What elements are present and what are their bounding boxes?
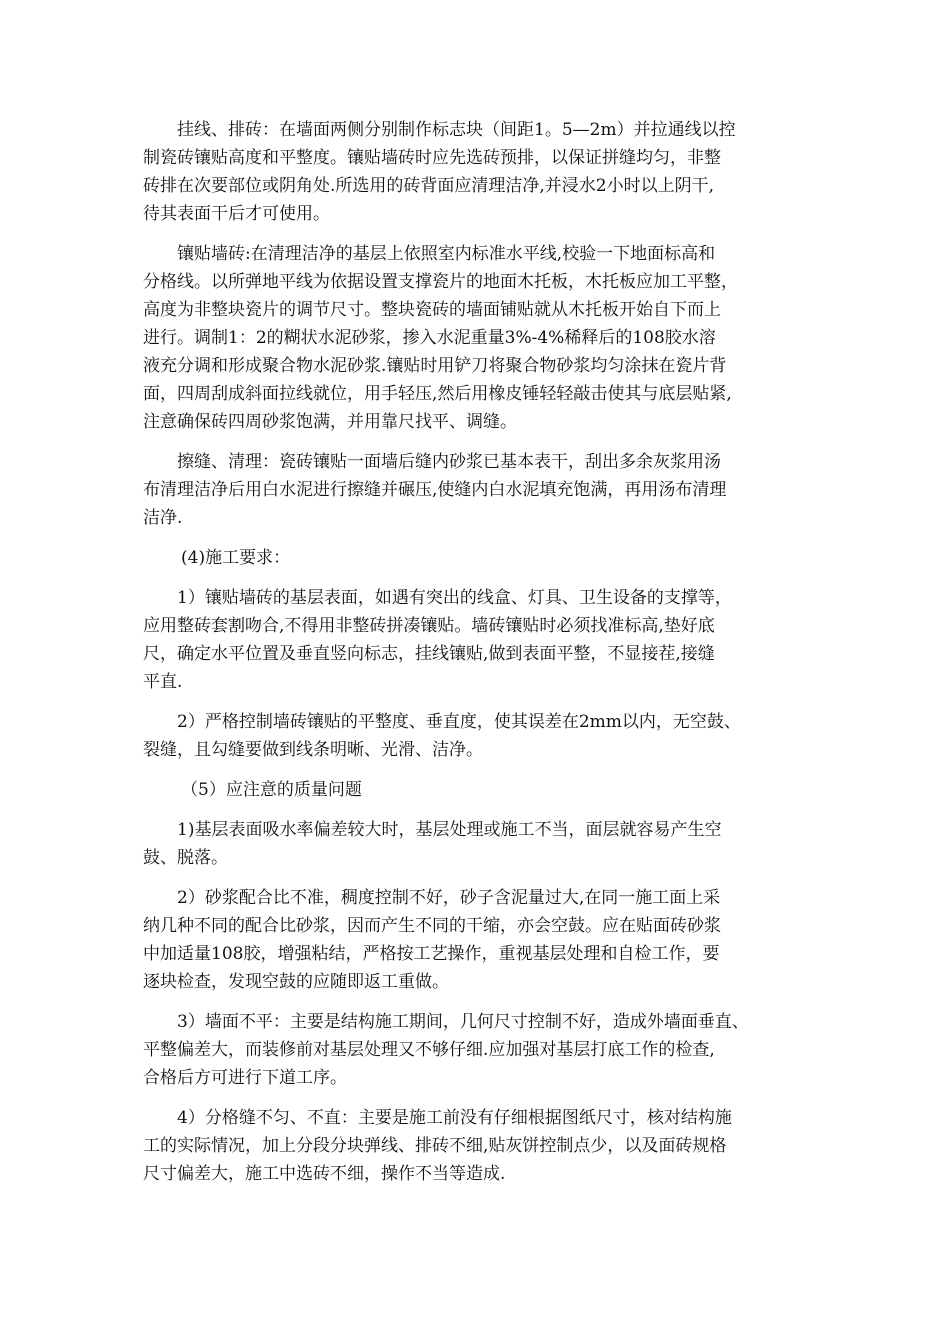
text-line: 液充分调和形成聚合物水泥砂浆.镶贴时用铲刀将聚合物砂浆均匀涂抹在瓷片背 [143,356,727,376]
text-line: 2）严格控制墙砖镶贴的平整度、垂直度，使其误差在2mm以内，无空鼓、 [177,712,741,732]
text-line: 中加适量108胶，增强粘结，严格按工艺操作，重视基层处理和自检工作，要 [143,944,720,964]
body-paragraph [143,116,815,228]
body-paragraph [143,816,815,872]
text-line: 2）砂浆配合比不准，稠度控制不好，砂子含泥量过大,在同一施工面上采 [177,888,721,908]
text-line: 注意确保砖四周砂浆饱满，并用靠尺找平、调缝。 [143,412,517,432]
text-line: 逐块检查，发现空鼓的应随即返工重做。 [143,972,449,992]
text-line: 工的实际情况，加上分段分块弹线、排砖不细,贴灰饼控制点少，以及面砖规格 [143,1136,727,1156]
text-line: 进行。调制1：2的糊状水泥砂浆，掺入水泥重量3%-4%稀释后的108胶水溶 [143,328,716,348]
text-line: 分格线。以所弹地平线为依据设置支撑瓷片的地面木托板，木托板应加工平整， [143,272,738,292]
text-line: 待其表面干后才可使用。 [143,204,330,224]
text-line: 1）镶贴墙砖的基层表面，如遇有突出的线盒、灯具、卫生设备的支撑等， [177,588,732,608]
text-line: （5）应注意的质量问题 [181,780,362,800]
body-paragraph [143,884,815,996]
text-line: 应用整砖套割吻合,不得用非整砖拼凑镶贴。墙砖镶贴时必须找准标高,垫好底 [143,616,715,636]
text-line: 尺，确定水平位置及垂直竖向标志，挂线镶贴,做到表面平整，不显接茬,接缝 [143,644,715,664]
text-line: 面，四周刮成斜面拉线就位，用手轻压,然后用橡皮锤轻轻敲击使其与底层贴紧, [143,384,732,404]
text-line: 纳几种不同的配合比砂浆，因而产生不同的干缩，亦会空鼓。应在贴面砖砂浆 [143,916,721,936]
text-line: (4)施工要求： [181,548,291,568]
text-line: 砖排在次要部位或阴角处.所选用的砖背面应清理洁净,并浸水2小时以上阴干, [143,176,715,196]
text-line: 镶贴墙砖:在清理洁净的基层上依照室内标准水平线,校验一下地面标高和 [177,244,716,264]
text-line: 4）分格缝不匀、不直：主要是施工前没有仔细根据图纸尺寸，核对结构施 [177,1108,732,1128]
body-paragraph [143,708,815,764]
text-line: 平直. [143,672,183,692]
text-line: 擦缝、清理：瓷砖镶贴一面墙后缝内砂浆已基本表干，刮出多余灰浆用汤 [177,452,721,472]
body-paragraph [143,240,815,436]
text-line: 挂线、排砖：在墙面两侧分别制作标志块（间距1。5—2m）并拉通线以控 [177,120,736,140]
body-paragraph [143,448,815,532]
body-paragraph [143,1008,815,1092]
document-body [143,116,815,1200]
text-line: 布清理洁净后用白水泥进行擦缝并碾压,使缝内白水泥填充饱满，再用汤布清理 [143,480,727,500]
text-line: 尺寸偏差大，施工中选砖不细，操作不当等造成. [143,1164,506,1184]
body-paragraph [143,584,815,696]
text-line: 制瓷砖镶贴高度和平整度。镶贴墙砖时应先选砖预排，以保证拼缝均匀，非整 [143,148,721,168]
text-line: 高度为非整块瓷片的调节尺寸。整块瓷砖的墙面铺贴就从木托板开始自下而上 [143,300,721,320]
text-line: 1)基层表面吸水率偏差较大时，基层处理或施工不当，面层就容易产生空 [177,820,722,840]
text-line: 裂缝，且勾缝要做到线条明晰、光滑、洁净。 [143,740,483,760]
section-heading [143,544,815,572]
section-heading [143,776,815,804]
text-line: 洁净. [143,508,183,528]
body-paragraph [143,1104,815,1188]
text-line: 3）墙面不平：主要是结构施工期间，几何尺寸控制不好，造成外墙面垂直、 [177,1012,749,1032]
text-line: 合格后方可进行下道工序。 [143,1068,347,1088]
text-line: 平整偏差大，而装修前对基层处理又不够仔细.应加强对基层打底工作的检查, [143,1040,715,1060]
text-line: 鼓、脱落。 [143,848,228,868]
